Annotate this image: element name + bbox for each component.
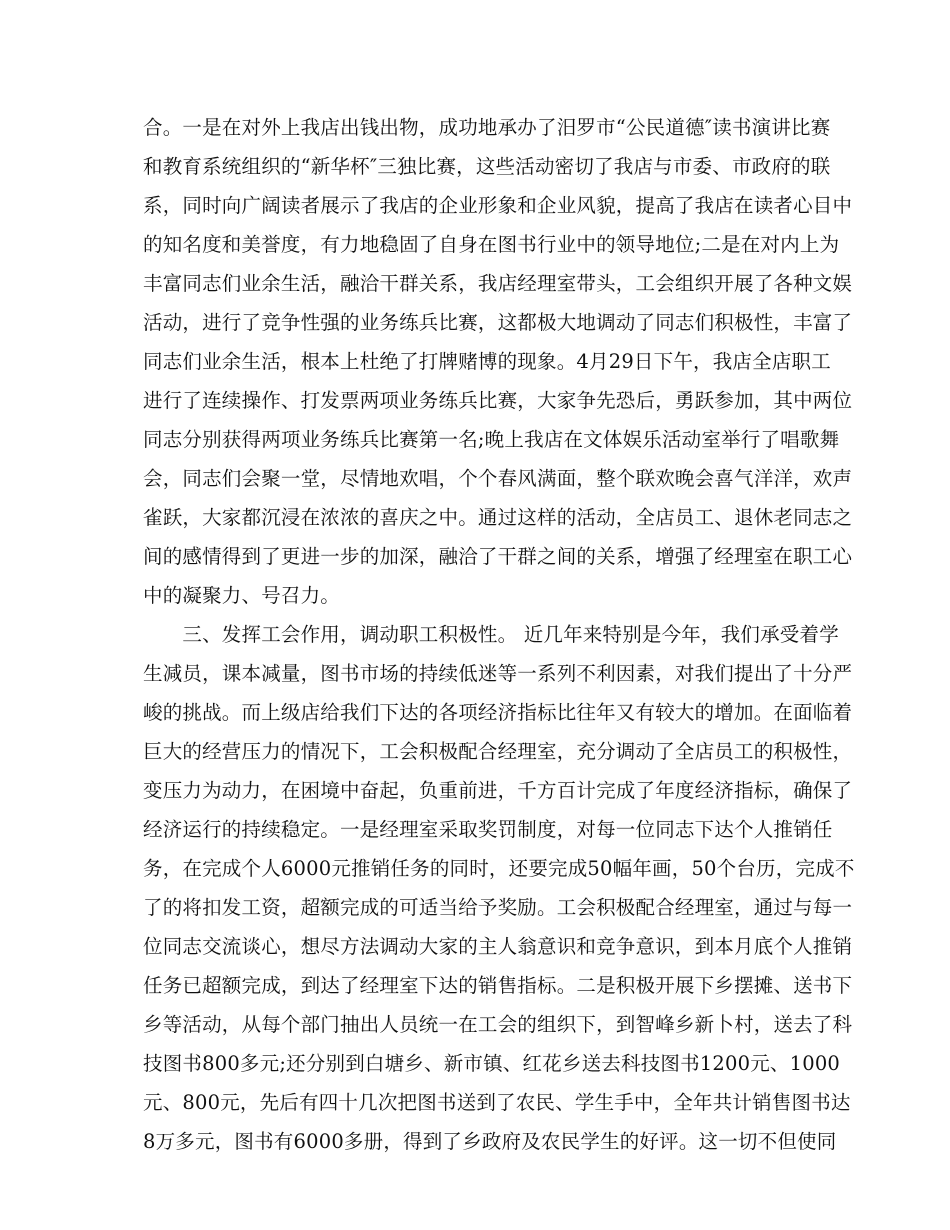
text-line: 任务已超额完成，到达了经理室下达的销售指标。二是积极开展下乡摆摊、送书下 [143, 974, 853, 997]
text-line: 变压力为动力，在困境中奋起，负重前进，千方百计完成了年度经济指标，确保了 [143, 779, 853, 802]
text-line: 同志们业余生活，根本上杜绝了打牌赌博的现象。4月29日下午，我店全店职工 [143, 350, 831, 373]
text-line: 技图书800多元;还分别到白塘乡、新市镇、红花乡送去科技图书1200元、1000 [143, 1052, 841, 1075]
text-line: 了的将扣发工资，超额完成的可适当给予奖励。工会积极配合经理室，通过与每一 [143, 896, 853, 919]
text-line: 雀跃，大家都沉浸在浓浓的喜庆之中。通过这样的活动，全店员工、退休老同志之 [143, 506, 853, 529]
text-line: 丰富同志们业余生活，融洽干群关系，我店经理室带头，工会组织开展了各种文娱 [143, 272, 853, 295]
text-line: 同志分别获得两项业务练兵比赛第一名;晚上我店在文体娱乐活动室举行了唱歌舞 [143, 428, 840, 451]
text-line: 进行了连续操作、打发票两项业务练兵比赛，大家争先恐后，勇跃参加，其中两位 [143, 389, 853, 412]
text-line: 活动，进行了竞争性强的业务练兵比赛，这都极大地调动了同志们积极性，丰富了 [143, 311, 853, 334]
text-line: 和教育系统组织的“新华杯″三独比赛，这些活动密切了我店与市委、市政府的联 [143, 155, 831, 178]
text-line: 务，在完成个人6000元推销任务的同时，还要完成50幅年画，50个台历，完成不 [143, 857, 855, 880]
text-line: 位同志交流谈心，想尽方法调动大家的主人翁意识和竞争意识，到本月底个人推销 [143, 935, 853, 958]
text-line: 系，同时向广阔读者展示了我店的企业形象和企业风貌，提高了我店在读者心目中 [143, 194, 853, 217]
text-line: 元、800元，先后有四十几次把图书送到了农民、学生手中，全年共计销售图书达 [143, 1091, 851, 1114]
text-line: 8万多元，图书有6000多册，得到了乡政府及农民学生的好评。这一切不但使同 [143, 1130, 837, 1153]
text-line: 乡等活动，从每个部门抽出人员统一在工会的组织下，到智峰乡新卜村，送去了科 [143, 1013, 853, 1036]
paragraph-heading-line: 三、发挥工会作用，调动职工积极性。 近几年来特别是今年，我们承受着学 [143, 623, 839, 646]
text-line: 峻的挑战。而上级店给我们下达的各项经济指标比往年又有较大的增加。在面临着 [143, 701, 853, 724]
text-line: 合。一是在对外上我店出钱出物，成功地承办了汨罗市“公民道德″读书演讲比赛 [143, 116, 831, 139]
text-line: 间的感情得到了更进一步的加深，融洽了干群之间的关系，增强了经理室在职工心 [143, 545, 853, 568]
text-line: 中的凝聚力、号召力。 [143, 584, 341, 607]
text-line: 会，同志们会聚一堂，尽情地欢唱，个个春风满面，整个联欢晚会喜气洋洋，欢声 [143, 467, 853, 490]
text-line: 的知名度和美誉度，有力地稳固了自身在图书行业中的领导地位;二是在对内上为 [143, 233, 840, 256]
text-line: 经济运行的持续稳定。一是经理室采取奖罚制度，对每一位同志下达个人推销任 [143, 818, 833, 841]
text-line: 生减员，课本减量，图书市场的持续低迷等一系列不利因素，对我们提出了十分严 [143, 662, 853, 685]
text-line: 巨大的经营压力的情况下，工会积极配合经理室，充分调动了全店员工的积极性， [143, 740, 853, 763]
